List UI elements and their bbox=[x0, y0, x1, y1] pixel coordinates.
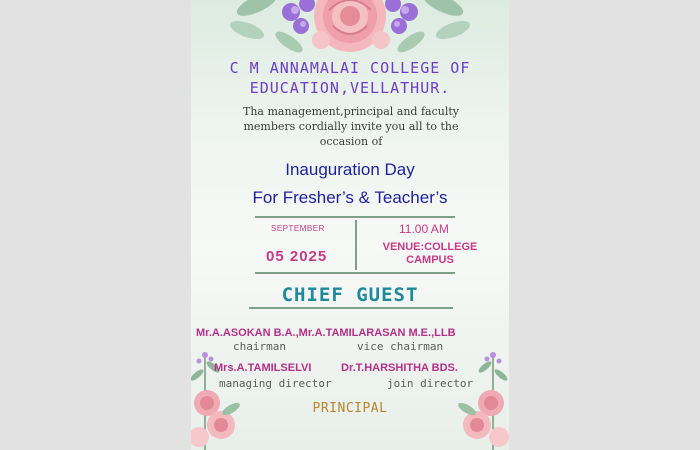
invitation-text bbox=[226, 104, 476, 149]
chief-guest-underline bbox=[249, 307, 453, 309]
event-venue bbox=[371, 241, 489, 267]
divider-vertical bbox=[355, 220, 357, 270]
event-month: SEPTEMBER bbox=[271, 224, 325, 233]
role-join-director: join director bbox=[387, 377, 474, 390]
guests-chairman-vice: Mr.A.ASOKAN B.A.,Mr.A.TAMILARASAN M.E.,LLB bbox=[196, 327, 456, 339]
invitation-line3: occasion of bbox=[319, 135, 383, 148]
principal-label: PRINCIPAL bbox=[312, 401, 388, 416]
role-managing-director: managing director bbox=[219, 377, 332, 390]
role-chairman: chairman bbox=[233, 340, 286, 353]
invitation-card bbox=[191, 0, 509, 450]
invitation-line1: Tha management,principal and faculty bbox=[242, 105, 459, 118]
role-vice-chairman: vice chairman bbox=[357, 340, 444, 353]
divider-top bbox=[255, 216, 455, 218]
venue-line1: VENUE:COLLEGE bbox=[382, 241, 478, 253]
venue-line2: CAMPUS bbox=[406, 254, 454, 266]
guest-join-director: Dr.T.HARSHITHA BDS. bbox=[341, 362, 458, 374]
floral-corner-left-icon bbox=[191, 345, 245, 450]
college-name-line2: EDUCATION,VELLATHUR. bbox=[249, 79, 451, 97]
chief-guest-heading: CHIEF GUEST bbox=[281, 284, 419, 306]
invitation-line2: members cordially invite you all to the bbox=[243, 120, 459, 133]
floral-corner-right-icon bbox=[453, 345, 509, 450]
rose-bouquet-icon bbox=[229, 0, 471, 60]
event-title-line2: For Fresher’s & Teacher’s bbox=[252, 188, 448, 207]
event-date: 05 2025 bbox=[266, 248, 328, 265]
guest-managing-director: Mrs.A.TAMILSELVI bbox=[214, 362, 312, 374]
event-time: 11.00 AM bbox=[399, 222, 449, 236]
divider-bottom bbox=[255, 272, 455, 274]
college-name-line1: C M ANNAMALAI COLLEGE OF bbox=[229, 59, 471, 77]
event-title-line1: Inauguration Day bbox=[285, 160, 415, 179]
